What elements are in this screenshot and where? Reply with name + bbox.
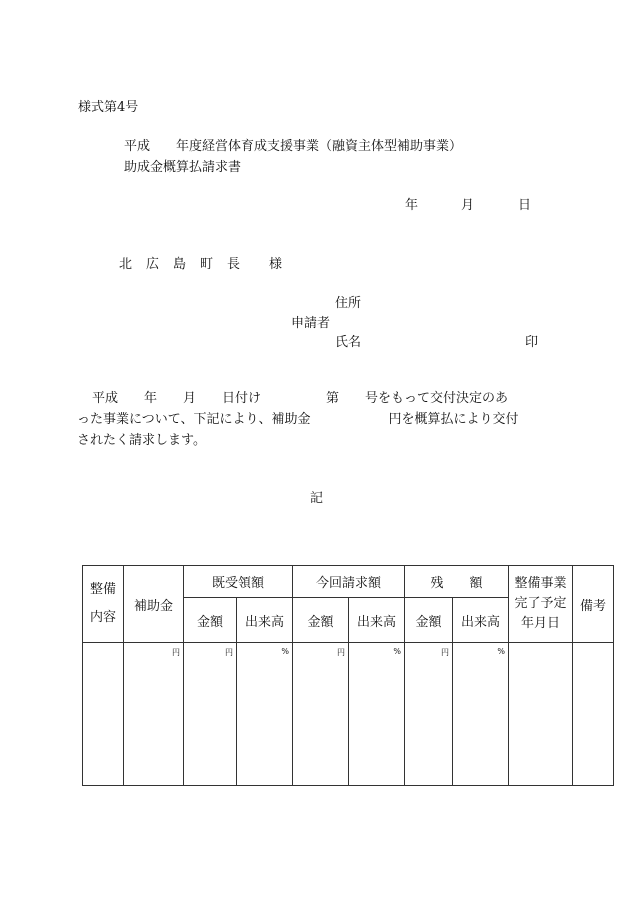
cell-kanryo: [509, 643, 573, 786]
table-header-row-1: [83, 566, 614, 598]
date-year: 年: [405, 198, 419, 213]
body-line-1: 平成 年 月 日付け 第 号をもって交付決定のあ: [92, 391, 509, 406]
body-line-3: されたく請求します。: [77, 433, 206, 448]
header-konkai-kingaku: 金額: [293, 598, 349, 643]
cell-kiju-kingaku-unit: 円: [184, 643, 237, 786]
header-seibi-naiyo-1: 整備: [89, 582, 116, 597]
header-seibi-naiyo: [83, 566, 124, 643]
header-zan: 残 額: [405, 566, 509, 598]
date-day: 日: [518, 198, 532, 213]
cell-kiju-dekidaka-unit: %: [237, 643, 293, 786]
addressee-honorific: 様: [269, 257, 283, 272]
header-kanryo-3: 年月日: [520, 616, 560, 631]
date-month: 月: [461, 198, 475, 213]
header-biko: 備考: [573, 566, 614, 643]
header-zan-dekidaka: 出来高: [453, 598, 509, 643]
name-label: 氏名: [335, 335, 362, 350]
header-kanryo: [509, 566, 573, 643]
header-seibi-naiyo-2: 内容: [89, 610, 116, 625]
cell-konkai-dekidaka-unit: %: [349, 643, 405, 786]
header-zan-kingaku: 金額: [405, 598, 453, 643]
address-label: 住所: [335, 296, 362, 311]
cell-seibi-naiyo: [83, 643, 124, 786]
applicant-label: 申請者: [291, 316, 331, 331]
header-konkai: 今回請求額: [293, 566, 405, 598]
cell-biko: [573, 643, 614, 786]
header-hojokin: 補助金: [124, 566, 184, 643]
header-kanryo-2: 完了予定: [514, 596, 567, 611]
document-subtitle: 助成金概算払請求書: [124, 160, 242, 175]
cell-zan-kingaku-unit: 円: [405, 643, 453, 786]
header-kiju-kingaku: 金額: [184, 598, 237, 643]
ki-heading: 記: [310, 491, 324, 506]
cell-hojokin-unit: 円: [124, 643, 184, 786]
body-line-2: った事業について、下記により、補助金 円を概算払により交付: [77, 412, 519, 427]
document-title: 平成 年度経営体育成支援事業（融資主体型補助事業）: [124, 139, 463, 154]
addressee-name: 北 広 島 町 長: [119, 257, 241, 272]
header-kiju: 既受領額: [184, 566, 293, 598]
form-number: 様式第4号: [78, 100, 139, 115]
table-data-row: [83, 643, 614, 786]
cell-konkai-kingaku-unit: 円: [293, 643, 349, 786]
header-konkai-dekidaka: 出来高: [349, 598, 405, 643]
header-kanryo-1: 整備事業: [514, 576, 567, 591]
header-kiju-dekidaka: 出来高: [237, 598, 293, 643]
claim-table: [82, 565, 614, 786]
cell-zan-dekidaka-unit: %: [453, 643, 509, 786]
seal-mark: 印: [525, 335, 539, 350]
